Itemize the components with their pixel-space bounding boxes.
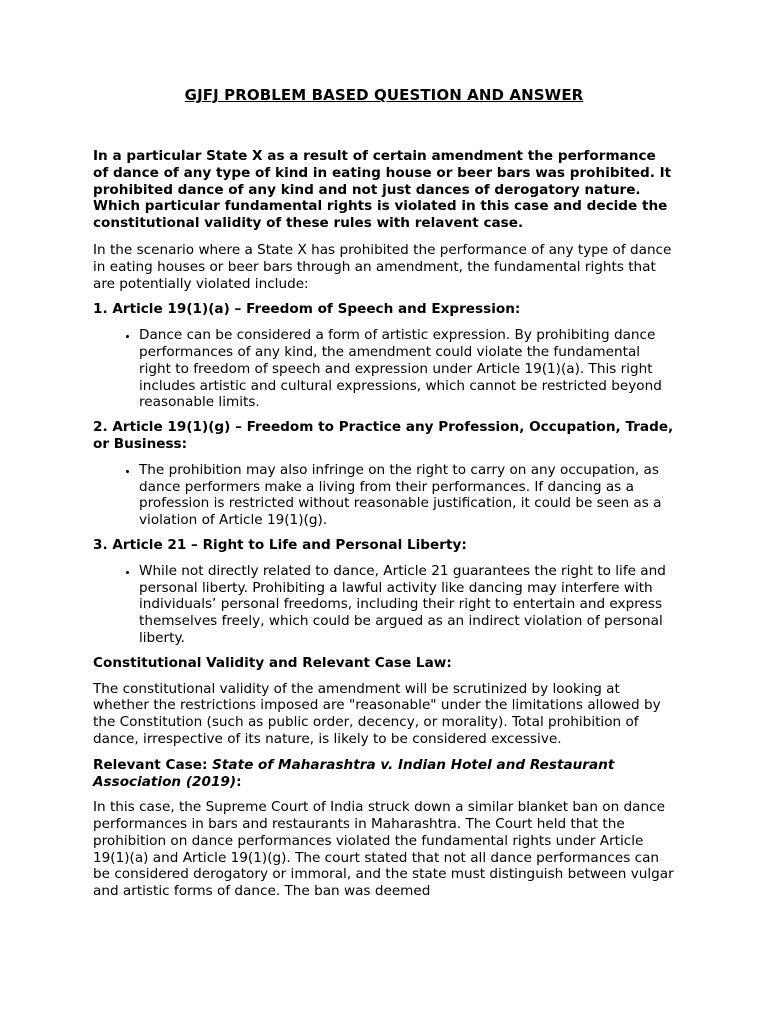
relevant-case-heading xyxy=(93,757,675,791)
bullet-item: • The prohibition may also infringe on the right to carry on any occupation, as dance performers make a living from their performances. If dancing as a profession is restricted without reasonable justification, it could be seen as a violation of Article 19(1)(g). xyxy=(139,462,675,529)
bullet-item: • Dance can be considered a form of artistic expression. By prohibiting dance performances of any kind, the amendment could violate the fundamental right to freedom of speech and expression under Article 19(1)(a). This right includes artistic and cultural expressions, which cannot be restricted beyond reasonable limits. xyxy=(139,327,675,411)
question-text: In a particular State X as a result of certain amendment the performance of dance of any type of kind in eating house or beer bars was prohibited. It prohibited dance of any kind and not just dances of derogatory nature. Which particular fundamental rights is violated in this case and decide the constitutional validity of these rules with relavent case. xyxy=(93,148,672,232)
bullet-list xyxy=(93,462,675,529)
case-name: State of Maharashtra v. Indian Hotel and Restaurant Association (2019) xyxy=(93,756,615,790)
bullet-item: • While not directly related to dance, Article 21 guarantees the right to life and personal liberty. Prohibiting a lawful activity like dancing may interfere with individuals’ personal freedoms, including their right to entertain and express themselves freely, which could be argued as an indirect violation of personal liberty. xyxy=(139,563,675,647)
intro-paragraph: In the scenario where a State X has prohibited the performance of any type of dance in eating houses or beer bars through an amendment, the fundamental rights that are potentially violated include: xyxy=(93,241,672,292)
section-heading-article-19-1-g: 2. Article 19(1)(g) – Freedom to Practice any Profession, Occupation, Trade, or Business: xyxy=(93,419,674,452)
section-heading-article-21: 3. Article 21 – Right to Life and Personal Liberty: xyxy=(93,536,467,553)
section-heading-article-19-1-a: 1. Article 19(1)(a) – Freedom of Speech and Expression: xyxy=(93,301,521,318)
validity-paragraph: The constitutional validity of the amendment will be scrutinized by looking at whether the restrictions imposed are "reasonable" under the limitations allowed by the Constitution (such as public order, decency, or morality). Total prohibition of dance, irrespective of its nature, is likely to be considered excessive. xyxy=(93,680,661,747)
bullet-list xyxy=(93,327,675,411)
case-label: Relevant Case: xyxy=(93,756,213,773)
case-paragraph: In this case, the Supreme Court of India struck down a similar blanket ban on dance performances in bars and restaurants in Maharashtra. The Court held that the prohibition on dance performances violated the fundamental rights under Article 19(1)(a) and Article 19(1)(g). The court stated that not all dance performances can be considered derogatory or immoral, and the state must distinguish between vulgar and artistic forms of dance. The ban was deemed xyxy=(93,799,674,900)
bullet-list xyxy=(93,563,675,647)
validity-heading: Constitutional Validity and Relevant Case Law: xyxy=(93,654,452,671)
document-title: GJFJ PROBLEM BASED QUESTION AND ANSWER xyxy=(184,86,584,104)
case-colon: : xyxy=(236,773,242,790)
